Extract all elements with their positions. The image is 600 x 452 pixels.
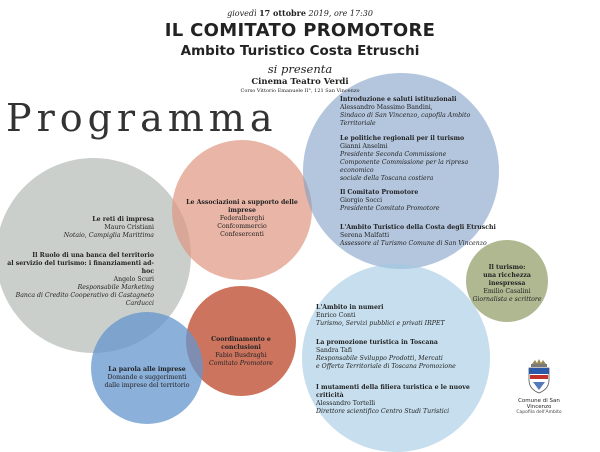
speaker-role: Sindaco di San Vincenzo, capofila Ambito Territoriale [340,112,471,127]
block-mutamenti [316,384,486,416]
venue-name: Cinema Teatro Verdi [251,77,349,87]
block-title: Il Comitato Promotore [340,189,419,196]
block-parola [95,366,199,390]
speaker-role: Responsabile Sviluppo Prodotti, Mercati [316,355,443,362]
speaker-name: Alessandro Tortelli [316,400,376,407]
speaker-role: Banca di Credito Cooperativo di Castagneto Carducci [15,292,154,307]
speaker-role: Responsabile Marketing [77,284,154,291]
logo-subtitle: Capofila dell'Ambito [516,410,562,415]
speaker-name: Serena Malfatti [340,232,390,239]
logo-name: Comune di San Vincenzo [518,398,560,410]
line: Domande e suggerimenti [107,374,187,381]
block-comitato [340,189,500,213]
block-title: I mutamenti della filiera turistica e le nuove criticità [316,384,470,399]
page-subtitle: Ambito Turistico Costa Etruschi [180,43,420,59]
programma-heading: Programma [6,96,278,140]
speaker-role: Assessore al Turismo Comune di San Vincenzo [340,240,487,247]
block-title: al servizio del turismo: i finanziamenti ad-hoc [7,260,154,275]
speaker-name: Enrico Conti [316,312,356,319]
speaker-name: Gianni Anselmi [340,143,388,150]
block-title: una ricchezza inespressa [483,272,531,287]
block-intro [340,96,500,128]
block-ricchezza [470,264,544,304]
block-title: La promozione turistica in Toscana [316,339,438,346]
block-title: Le reti di impresa [92,216,154,223]
municipality-logo [509,358,569,415]
block-ambito [340,224,510,248]
block-reti [14,216,154,240]
speaker-role: Giornalista e scrittore [472,296,542,303]
block-title: La parola alle imprese [108,366,186,373]
speaker-role: Turismo, Servizi pubblici e privati IRPET [316,320,445,327]
coat-of-arms-icon [524,358,554,394]
block-associazioni [186,199,298,239]
speaker-role: Direttore scientifico Centro Studi Turistici [316,408,450,415]
block-title: Le politiche regionali per il turismo [340,135,465,142]
block-title: Coordinamento e conclusioni [211,336,271,351]
line: Confcommercio [217,223,267,230]
block-banca [0,252,154,308]
presenta-text: si presenta [267,62,333,76]
line: Confesercenti [220,231,264,238]
speaker-role: Componente Commissione per la ripresa economico [340,159,469,174]
block-promozione [316,339,476,371]
speaker-role: Presidente Comitato Promotore [340,205,440,212]
block-politiche [340,135,500,183]
speaker-name: Giorgio Socci [340,197,383,204]
speaker-role: Comitato Promotore [209,360,273,367]
venue-address: Corso Vittorio Emanuele II°, 121 San Vincenzo [240,88,360,94]
block-title: L'Ambito in numeri [316,304,384,311]
block-title: Introduzione e saluti istituzionali [340,96,457,103]
block-numeri [316,304,476,328]
speaker-name: Emilio Casalini [483,288,531,295]
speaker-name: Mauro Cristiani [104,224,154,231]
speaker-name: Angelo Scuri [113,276,154,283]
speaker-role: Presidente Seconda Commissione [340,151,447,158]
speaker-role: sociale della Toscana costiera [340,175,434,182]
block-coordinamento [191,336,291,368]
line: dalle imprese del territorio [104,382,190,389]
block-title: Il Ruolo di una banca del territorio [32,252,154,259]
speaker-name: Sandra Tafi [316,347,352,354]
line: Federalberghi [219,215,265,222]
block-title: Le Associazioni a supporto delle imprese [186,199,298,214]
speaker-role: Notaio, Campiglia Marittima [63,232,154,239]
page-title: IL COMITATO PROMOTORE [164,20,436,41]
event-date: giovedì 17 ottobre 2019, ore 17:30 [227,8,373,18]
speaker-name: Alessandro Massimo Bandini, [340,104,433,111]
speaker-name: Fabio Busdraghi [215,352,267,359]
speaker-role: e Offerta Territoriale di Toscana Promozione [316,363,456,370]
block-title: Il turismo: [488,264,526,271]
block-title: L'Ambito Turistico della Costa degli Etruschi [340,224,496,231]
